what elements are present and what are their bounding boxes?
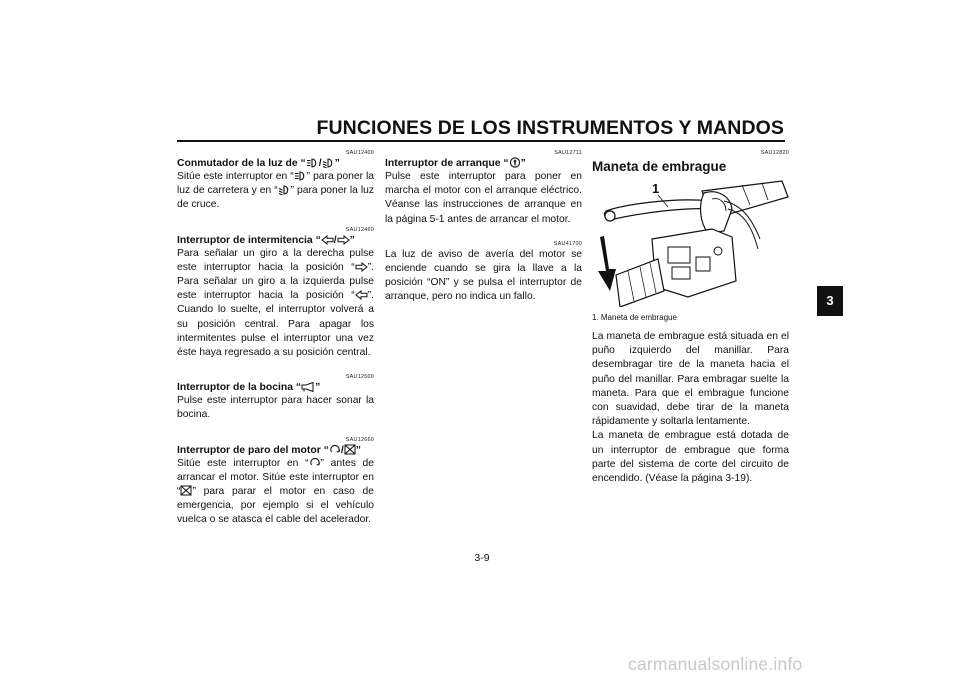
section-heading-light-switch: Conmutador de la luz de “ / ” xyxy=(177,158,340,169)
section-body: Pulse este interruptor para poner en marcha el motor con el arranque eléctrico. Véanse las instrucciones de arranque en la página 5-1 antes de arrancar el motor. xyxy=(385,171,582,225)
turn-right-icon xyxy=(337,235,350,245)
section-code: SAU41700 xyxy=(553,240,582,247)
section-code: SAU12660 xyxy=(345,436,374,443)
low-beam-icon xyxy=(278,185,291,195)
clutch-lever-illustration xyxy=(592,179,789,307)
section-heading-horn: Interruptor de la bocina “ ” xyxy=(177,382,321,394)
engine-run-icon xyxy=(329,444,341,455)
section-body: Para señalar un giro a la derecha pulse este interruptor hacia la posición “ ”. Para señalar un giro a la izquierda pulse este interruptor hacia la posición “ ”. Cuando lo suelte, el interruptor volverá a su posición central. Para apagar los intermitentes pulse el interruptor una vez éste haya regresado a su posición central. xyxy=(177,247,374,359)
section-heading-starter: Interruptor de arranque “ ” xyxy=(385,158,526,169)
header-divider xyxy=(177,140,785,142)
turn-right-icon xyxy=(355,262,368,272)
engine-stop-icon xyxy=(344,444,356,455)
page-header-title: FUNCIONES DE LOS INSTRUMENTOS Y MANDOS xyxy=(316,117,784,139)
high-beam-icon xyxy=(294,171,307,181)
section-body: Pulse este interruptor para hacer sonar la bocina. xyxy=(177,395,374,421)
section-code: SAU12820 xyxy=(760,150,789,156)
section-code: SAU12400 xyxy=(345,150,374,156)
starter-icon xyxy=(509,157,521,168)
column-left xyxy=(177,150,374,528)
engine-stop-icon xyxy=(180,485,192,496)
chapter-tab: 3 xyxy=(817,286,843,316)
low-beam-icon xyxy=(322,158,335,168)
column-middle xyxy=(385,150,582,305)
turn-left-icon xyxy=(355,290,368,300)
section-code: SAU12460 xyxy=(345,226,374,233)
figure-caption: 1. Maneta de embrague xyxy=(592,313,677,322)
section-body: La luz de aviso de avería del motor se enciende cuando se gira la llave a la posición “ON” y se pulsa el interruptor de arranque, pero no indica un fallo. xyxy=(385,248,582,303)
section-body: La maneta de embrague está dotada de un interruptor de embrague que forma parte del sistema de corte del circuito de encendido. (Véase la página 3-19). xyxy=(592,430,789,485)
engine-run-icon xyxy=(309,457,321,468)
section-heading-engine-stop: Interruptor de paro del motor “ / ” xyxy=(177,444,361,456)
column-right xyxy=(592,150,789,486)
section-code: SAU12500 xyxy=(345,374,374,381)
turn-left-icon xyxy=(321,235,334,245)
high-beam-icon xyxy=(306,158,319,168)
section-body: Sitúe este interruptor en “ ” para poner la luz de carretera y en “ ” para poner la luz de cruce. xyxy=(177,171,374,211)
section-code: SAU12711 xyxy=(554,150,582,156)
watermark: carmanualsonline.info xyxy=(628,654,803,674)
horn-icon xyxy=(301,382,315,392)
section-body: Sitúe este interruptor en “ ” antes de arrancar el motor. Sitúe este interruptor en “ ” para parar el motor en caso de emergencia, por ejemplo si el vehículo vuelca o se atasca el cable del acelerador. xyxy=(177,457,374,526)
page-number: 3-9 xyxy=(474,552,490,564)
section-body: La maneta de embrague está situada en el puño izquierdo del manillar. Para desembragar tire de la maneta hacia el puño del manillar. Para embragar suelte la maneta. Para que el embrague funcione con suavidad, debe tirar de la maneta rápidamente y soltarla lentamente. xyxy=(592,331,789,428)
clutch-lever-drawing xyxy=(592,179,789,307)
figure-callout-label: 1 xyxy=(652,181,660,196)
section-heading-turn-signal: Interruptor de intermitencia “ / ” xyxy=(177,234,355,246)
section-heading-clutch-lever: Maneta de embrague xyxy=(592,159,727,174)
